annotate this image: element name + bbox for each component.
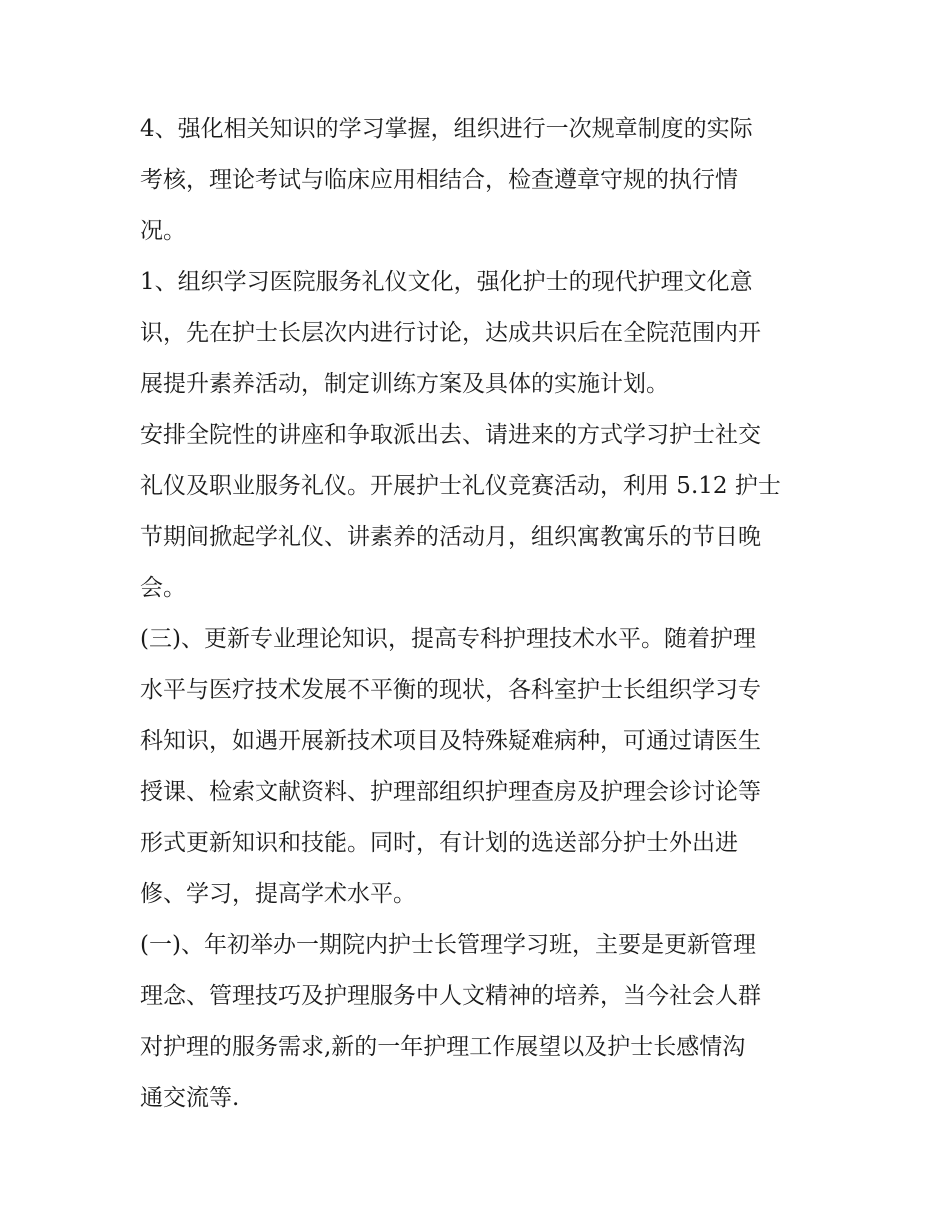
text-line: 1、组织学习医院服务礼仪文化，强化护士的现代护理文化意 — [140, 269, 753, 295]
text-line: 展提升素养活动，制定训练方案及具体的实施计划。 — [140, 371, 669, 397]
text-line: (三)、更新专业理论知识，提高专科护理技术水平。随着护理 — [140, 626, 756, 652]
text-line: 节期间掀起学礼仪、讲素养的活动月，组织寓教寓乐的节日晚 — [140, 524, 761, 550]
paragraph-section-three — [140, 614, 820, 920]
paragraph-item-4 — [140, 104, 820, 257]
text-line: 形式更新知识和技能。同时，有计划的选送部分护士外出进 — [140, 830, 738, 856]
text-line: 识，先在护士长层次内进行讨论，达成共识后在全院范围内开 — [140, 320, 761, 346]
paragraph-item-1 — [140, 257, 820, 410]
text-line: 科知识，如遇开展新技术项目及特殊疑难病种，可通过请医生 — [140, 728, 761, 754]
text-line: 会。 — [140, 575, 186, 601]
document-body — [140, 104, 820, 1124]
text-line: 礼仪及职业服务礼仪。开展护士礼仪竞赛活动，利用 5.12 护士 — [140, 473, 781, 499]
text-line: 况。 — [140, 218, 186, 244]
text-line: 安排全院性的讲座和争取派出去、请进来的方式学习护士社交 — [140, 422, 761, 448]
paragraph-etiquette-training — [140, 410, 820, 614]
text-line: 理念、管理技巧及护理服务中人文精神的培养，当今社会人群 — [140, 983, 761, 1009]
text-line: 4、强化相关知识的学习掌握，组织进行一次规章制度的实际 — [140, 116, 753, 142]
paragraph-section-one — [140, 920, 820, 1124]
text-line: (一)、年初举办一期院内护士长管理学习班，主要是更新管理 — [140, 932, 756, 958]
text-line: 修、学习，提高学术水平。 — [140, 881, 416, 907]
text-line: 对护理的服务需求,新的一年护理工作展望以及护士长感情沟 — [140, 1034, 746, 1060]
text-line: 授课、检索文献资料、护理部组织护理查房及护理会诊讨论等 — [140, 779, 761, 805]
text-line: 考核，理论考试与临床应用相结合，检查遵章守规的执行情 — [140, 167, 738, 193]
text-line: 水平与医疗技术发展不平衡的现状，各科室护士长组织学习专 — [140, 677, 761, 703]
text-line: 通交流等. — [140, 1085, 240, 1111]
